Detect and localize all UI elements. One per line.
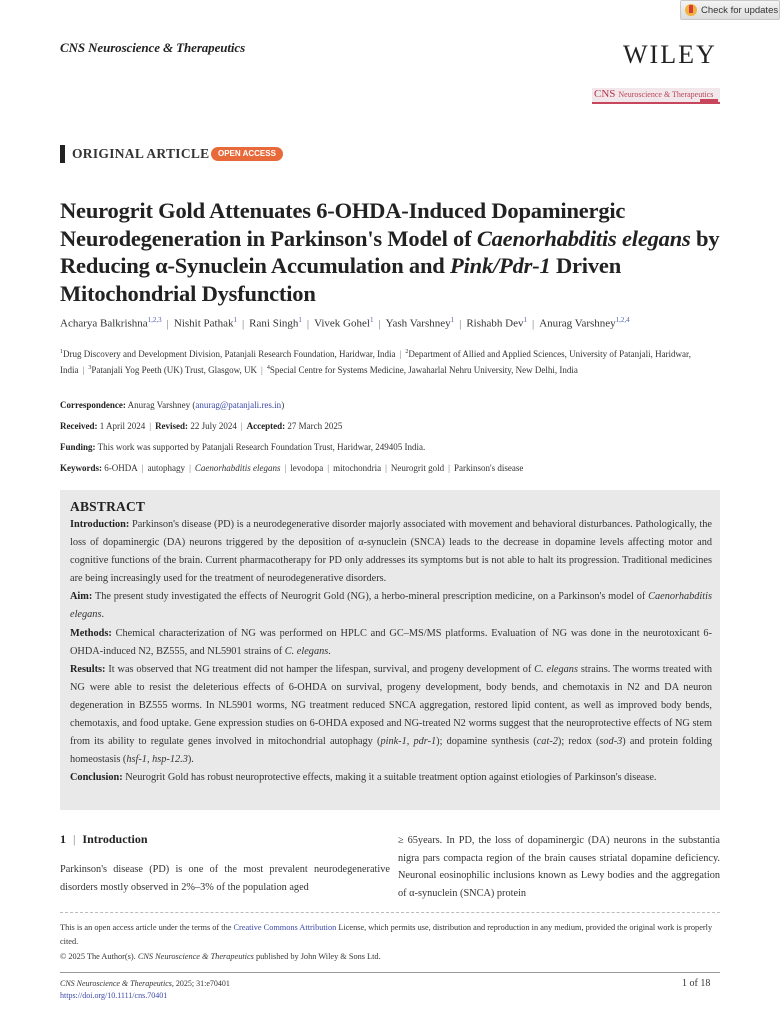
author-affiliation-ref[interactable]: 1 xyxy=(298,316,302,324)
author-separator: | xyxy=(459,317,462,330)
funding-text: This work was supported by Patanjali Research Foundation Trust, Haridwar, 249405 India. xyxy=(97,442,426,452)
copyright-part: published by John Wiley & Sons Ltd. xyxy=(253,952,381,961)
author[interactable]: Nishit Pathak xyxy=(173,317,234,330)
correspondence-email-link[interactable]: anurag@patanjali.res.in xyxy=(195,400,282,410)
accepted-label: Accepted: xyxy=(246,421,286,431)
article-type-bar xyxy=(60,145,65,163)
results-text: ); redox ( xyxy=(557,736,600,748)
affiliation: Department of Allied and Applied Sciences, University of Patanjali, Haridwar, India xyxy=(60,349,691,375)
page-number: 1 of 18 xyxy=(682,978,711,989)
title-species: Caenorhabditis elegans xyxy=(476,225,691,251)
results-text: ). xyxy=(187,754,194,766)
results-gene: hsf-1, hsp-12.3 xyxy=(126,754,188,766)
author[interactable]: Acharya Balkrishna xyxy=(60,317,148,330)
affiliation: Drug Discovery and Development Division, Patanjali Research Foundation, Haridwar, India xyxy=(63,349,396,359)
article-title xyxy=(60,197,740,307)
author-affiliation-ref[interactable]: 1,2,3 xyxy=(147,316,162,324)
license-part: This is an open access article under the terms of the xyxy=(60,923,234,932)
keyword: mitochondria xyxy=(333,463,382,473)
copyright-part: © 2025 The Author(s). xyxy=(60,952,138,961)
check-for-updates-button[interactable] xyxy=(680,0,780,20)
keywords-label: Keywords: xyxy=(60,463,102,473)
journal-logo-text: Neuroscience & Therapeutics xyxy=(618,90,714,99)
body-column-right: ≥ 65years. In PD, the loss of dopaminergic (DA) neurons in the substantia nigra pars compacta region of the brain causes striatal dopamine deficiency. Neuronal eosinophilic inclusions known as Lewy bodies and the aggregation of α-synuclein (SNCA) protein xyxy=(398,835,720,899)
aim-species: Caenorhabditis elegans xyxy=(70,591,712,621)
author[interactable]: Yash Varshney xyxy=(385,317,451,330)
author-separator: | xyxy=(378,317,381,330)
footer-divider xyxy=(60,912,720,913)
title-part: Neurogrit Gold Attenuates 6-OHDA-Induced Dopaminergic Neurodegeneration in Parkinson's Model of xyxy=(60,198,626,251)
author-list xyxy=(60,316,740,330)
abstract-introduction xyxy=(70,516,712,588)
author-affiliation-ref[interactable]: 1 xyxy=(523,316,527,324)
intro-label: Introduction: xyxy=(70,519,130,530)
affiliation-separator: | xyxy=(399,349,402,359)
keyword: levodopa xyxy=(290,463,324,473)
keyword-separator: | xyxy=(284,463,287,473)
keyword-separator: | xyxy=(385,463,387,473)
section-title: Introduction xyxy=(82,832,148,846)
journal-name: CNS Neuroscience & Therapeutics xyxy=(60,40,246,55)
author[interactable]: Rishabh Dev xyxy=(466,317,524,330)
abstract-conclusion xyxy=(70,769,712,787)
journal-logo-abbrev: CNS xyxy=(594,88,616,100)
crossmark-icon xyxy=(685,4,697,16)
keyword: Neurogrit gold xyxy=(390,463,445,473)
section-number: 1 xyxy=(60,832,66,846)
results-gene: cat-2 xyxy=(536,736,558,748)
keyword: Parkinson's disease xyxy=(453,463,524,473)
abstract-methods xyxy=(70,625,712,661)
author-separator: | xyxy=(166,317,169,330)
aim-text: The present study investigated the effects of Neurogrit Gold (NG), a herbo-mineral prescription medicine, on a Parkinson's model of xyxy=(94,591,649,603)
citation-journal: CNS Neuroscience & Therapeutics, xyxy=(60,979,174,988)
methods-text: Chemical characterization of NG was performed on HPLC and GC–MS/MS platforms. Evaluation of NG was done in the neurotoxicant 6-OHDA-induced N2, BZ555, and NL5901 strains of xyxy=(70,627,713,657)
abstract xyxy=(70,498,712,787)
affiliation-separator: | xyxy=(82,365,85,375)
journal-logo xyxy=(592,88,720,104)
citation xyxy=(60,979,230,988)
correspondence-label: Correspondence: xyxy=(60,400,126,410)
title-part: Driven Mitochondrial Dysfunction xyxy=(60,253,622,306)
author-affiliation-ref[interactable]: 1,2,4 xyxy=(615,316,630,324)
correspondence-name: Anurag Varshney ( xyxy=(127,400,196,410)
title-part: by Reducing α-Synuclein Accumulation and xyxy=(60,225,720,278)
copyright xyxy=(60,952,381,961)
conclusion-text: Neurogrit Gold has robust neuroprotective effects, making it a suitable treatment option against etiologies of Parkinson's disease. xyxy=(125,772,657,784)
aim-label: Aim: xyxy=(70,591,93,603)
abstract-aim xyxy=(70,588,712,624)
methods-species: C. elegans xyxy=(284,645,329,657)
author-affiliation-ref[interactable]: 1 xyxy=(369,316,374,324)
author-separator: | xyxy=(241,317,245,330)
funding-label: Funding: xyxy=(60,442,96,452)
affiliation-number: 3 xyxy=(88,365,92,371)
author[interactable]: Anurag Varshney xyxy=(539,317,616,330)
affiliation-number: 1 xyxy=(60,349,63,355)
revised-label: Revised: xyxy=(155,421,189,431)
results-gene: pink-1, pdr-1 xyxy=(380,736,437,748)
license-part: License, which permits use, distribution and reproduction in any medium, provided the original work is properly cited. xyxy=(60,923,713,946)
section-heading-introduction: 1 | Introduction xyxy=(60,832,148,846)
abstract-heading: ABSTRACT xyxy=(70,499,146,514)
results-label: Results: xyxy=(70,663,106,675)
creative-commons-link[interactable]: Creative Commons Attribution xyxy=(233,923,337,932)
affiliation-number: 2 xyxy=(405,349,409,355)
body-column-left: Parkinson's disease (PD) is one of the most prevalent neurodegenerative disorders mostly observed in 2%–3% of the population aged xyxy=(60,864,390,893)
abstract-results xyxy=(70,661,712,770)
aim-end: . xyxy=(101,609,105,621)
author-affiliation-ref[interactable]: 1 xyxy=(233,316,237,324)
results-species: C. elegans xyxy=(534,663,578,675)
results-text: ) and protein folding homeostasis ( xyxy=(70,736,712,766)
affiliation-separator: | xyxy=(261,365,263,375)
license-text xyxy=(60,921,725,949)
doi-link[interactable]: https://doi.org/10.1111/cns.70401 xyxy=(60,991,168,1000)
correspondence xyxy=(60,400,740,410)
author-separator: | xyxy=(306,317,310,330)
conclusion-label: Conclusion: xyxy=(70,772,123,784)
open-access-badge: OPEN ACCESS xyxy=(211,147,283,161)
correspondence-close: ) xyxy=(281,400,285,410)
keyword: autophagy xyxy=(147,463,186,473)
article-type: ORIGINAL ARTICLE xyxy=(72,146,210,161)
results-gene: sod-3 xyxy=(599,736,623,748)
footer-rule xyxy=(60,972,720,973)
keyword-separator: | xyxy=(141,463,144,473)
journal-logo-tag xyxy=(700,99,718,102)
revised-date: 22 July 2024 xyxy=(190,421,237,431)
methods-label: Methods: xyxy=(70,627,112,639)
affiliation-number: 4 xyxy=(266,365,270,371)
intro-text: Parkinson's disease (PD) is a neurodegenerative disorder majorly associated with movement and behavioral disturbances. Pathologically, the loss of dopaminergic (DA) neurons triggered by the deposition of α-synuclein (SNCA) leads to the decrease in dopamine levels affecting motor and cognitive functions of the brain. Current pharmacotherapy for PD only addresses its symptoms but is not able to halt its progression. Traditional medicines are being increasingly used for the treatment of neurodegenerative disorders. xyxy=(70,519,712,585)
methods-end: . xyxy=(328,645,331,657)
dates: Received: 1 April 2024 | Revised: 22 July 2024 | Accepted: 27 March 2025 xyxy=(60,421,343,431)
author-separator: | xyxy=(531,317,535,330)
citation-volume: 2025; 31:e70401 xyxy=(173,979,230,988)
funding xyxy=(60,442,740,452)
author[interactable]: Vivek Gohel xyxy=(314,317,370,330)
title-gene: Pink/Pdr-1 xyxy=(450,253,551,278)
author[interactable]: Rani Singh xyxy=(249,317,299,330)
received-date: 1 April 2024 xyxy=(99,421,146,431)
author-affiliation-ref[interactable]: 1 xyxy=(450,316,455,324)
copyright-journal: CNS Neuroscience & Therapeutics xyxy=(137,952,254,961)
keyword-separator: | xyxy=(189,463,191,473)
received-label: Received: xyxy=(60,421,98,431)
affiliation: Patanjali Yog Peeth (UK) Trust, Glasgow, UK xyxy=(91,365,257,375)
keyword: Caenorhabditis elegans xyxy=(194,463,281,473)
keyword: 6-OHDA xyxy=(104,463,138,473)
results-text: strains. The worms treated with NG were able to resist the deleterious effects of 6-OHDA on survival, progeny development, body bends, and chemotaxis in N2 and DA neuron degeneration in BZ555 worms. In NL5901 worms, NG treatment reduced SNCA aggregation, restored lipid content, as well as improved body bends, chemotaxis, and food uptake. Gene expression studies on 6-OHDA exposed and NG-treated N2 worms suggest that the neuroprotective effects of NG stem from its ability to regulate genes involved in mitochondrial autophagy ( xyxy=(70,663,712,748)
keyword-separator: | xyxy=(448,463,450,473)
affiliation: Special Centre for Systems Medicine, Jawaharlal Nehru University, New Delhi, India xyxy=(269,365,578,375)
keyword-separator: | xyxy=(327,463,330,473)
results-text: ); dopamine synthesis ( xyxy=(436,736,537,748)
affiliations xyxy=(60,345,725,377)
accepted-date: 27 March 2025 xyxy=(287,421,343,431)
publisher-logo: WILEY xyxy=(623,40,717,69)
keywords xyxy=(60,463,740,473)
check-updates-label: Check for updates xyxy=(701,4,779,16)
results-text: It was observed that NG treatment did not hamper the lifespan, survival, and progeny development of xyxy=(108,663,535,675)
